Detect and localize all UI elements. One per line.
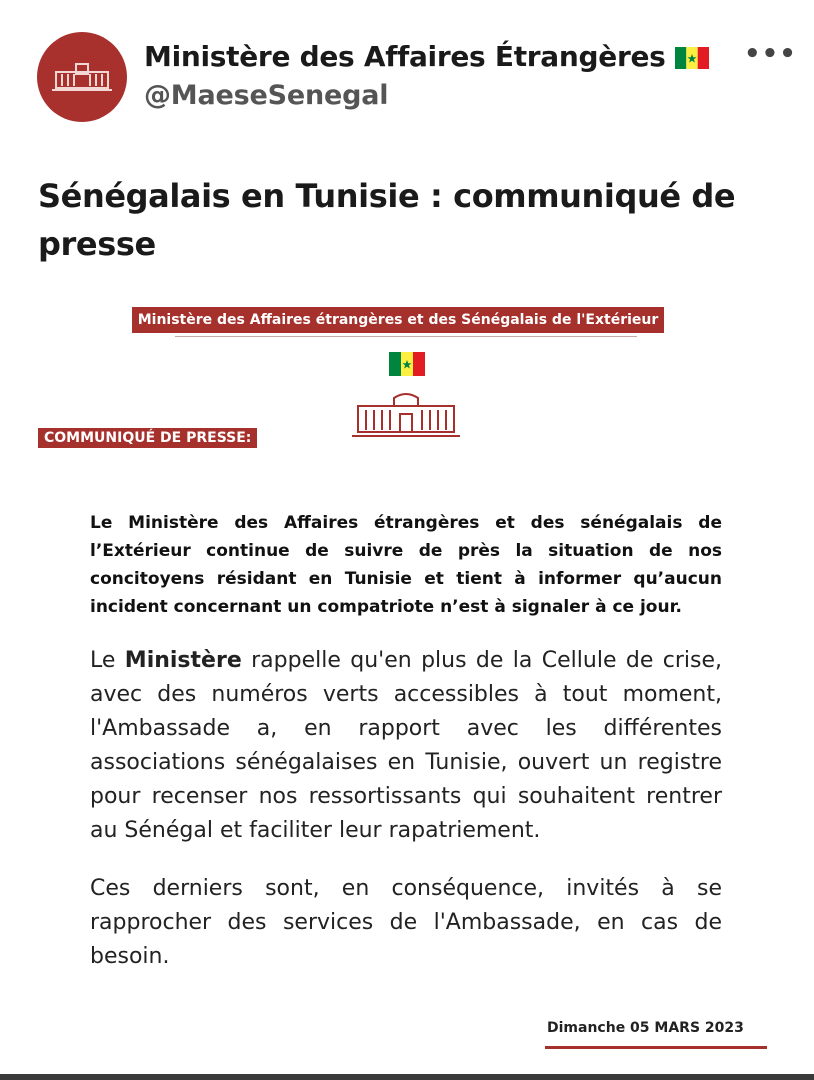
- divider: [175, 336, 637, 337]
- lead-paragraph: Le Ministère des Affaires étrangères et des sénégalais de l’Extérieur continue de suivre de près la situation de nos concitoyens résidant en Tunisie et tient à informer qu’aucun incident concernant un compatriote n’est à signaler à ce jour.: [90, 513, 722, 617]
- communique-label: COMMUNIQUÉ DE PRESSE:: [38, 428, 257, 448]
- closing-paragraph: Ces derniers sont, en conséquence, invités à se rapprocher des services de l'Ambassade, en cas de besoin.: [90, 876, 722, 969]
- account-name[interactable]: Ministère des Affaires Étrangères: [144, 40, 666, 73]
- date-line: Dimanche 05 MARS 2023: [547, 1020, 744, 1036]
- para2-prefix: Le: [90, 648, 125, 673]
- more-options-icon[interactable]: •••: [744, 39, 797, 69]
- date-underline: [545, 1046, 767, 1049]
- senegal-flag-icon: [389, 352, 425, 376]
- para2-rest: rappelle qu'en plus de la Cellule de crise, avec des numéros verts accessibles à tout moment, l'Ambassade a, en rapport avec les différentes associations sénégalaises en Tunisie, ouvert un registre pour recenser nos ressortissants qui souhaitent rentrer au Sénégal et faciliter leur rapatriement.: [90, 648, 722, 843]
- ministry-banner: Ministère des Affaires étrangères et des Sénégalais de l'Extérieur: [132, 307, 664, 333]
- avatar[interactable]: [37, 32, 127, 122]
- senegal-flag-icon: [675, 47, 709, 69]
- building-emblem-icon: [352, 392, 460, 438]
- account-name-row[interactable]: [144, 40, 709, 73]
- account-handle[interactable]: @MaeseSenegal: [144, 80, 389, 111]
- building-emblem-icon: [52, 62, 112, 92]
- bottom-bar: [0, 1074, 814, 1080]
- post-title: Sénégalais en Tunisie : communiqué de presse: [38, 177, 736, 263]
- para2-bold: Ministère: [124, 648, 242, 673]
- body-paragraph: [90, 644, 722, 848]
